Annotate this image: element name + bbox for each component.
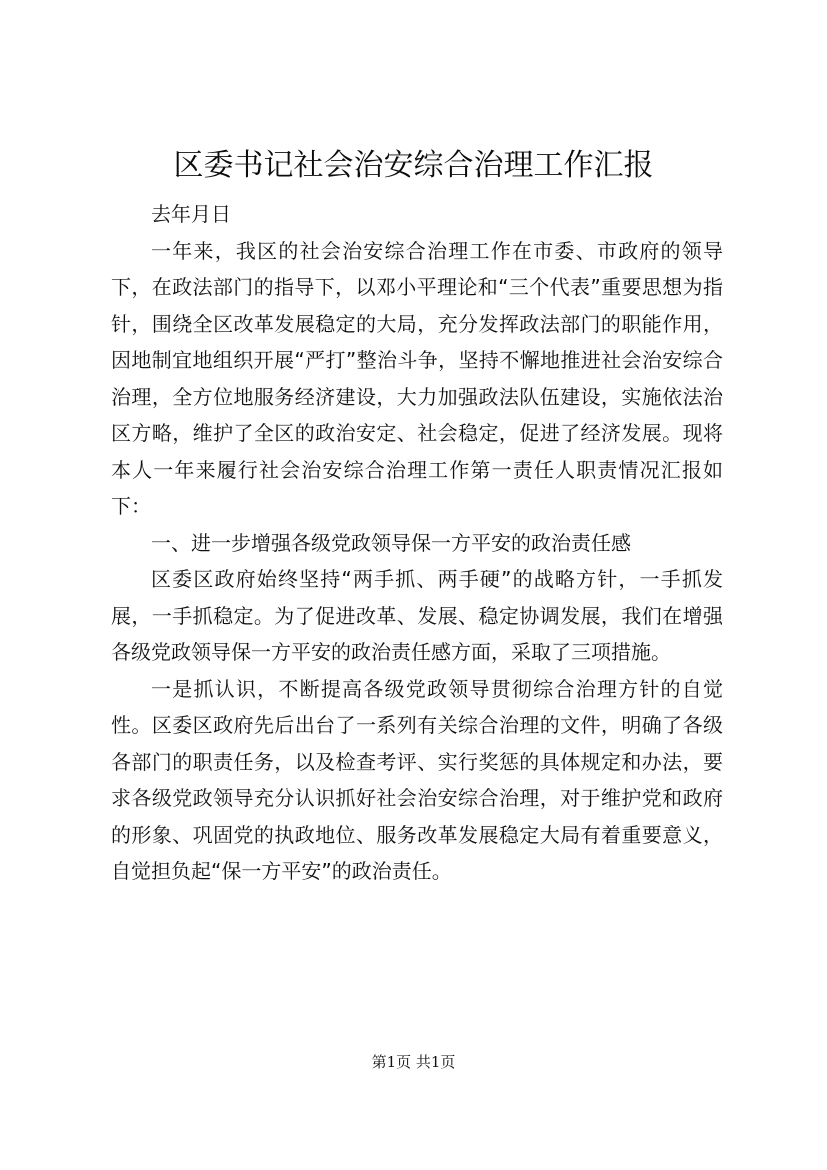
paragraph-measure-1: 一是抓认识，不断提高各级党政领导贯彻综合治理方针的自觉性。区委区政府先后出台了一系列有关综合治理的文件，明确了各级各部门的职责任务，以及检查考评、实行奖惩的具体规定和办法，要求各级党政领导充分认识抓好社会治安综合治理，对于维护党和政府的形象、巩固党的执政地位、服务改革发展稳定大局有着重要意义，自觉担负起“保一方平安”的政治责任。 [111,676,723,883]
document-body [111,196,723,890]
document-title: 区委书记社会治安综合治理工作汇报 [173,148,654,183]
page-footer [0,1052,827,1072]
section-heading-1: 一、进一步增强各级党政领导保一方平安的政治责任感 [151,530,631,555]
paragraph-intro: 一年来，我区的社会治安综合治理工作在市委、市政府的领导下，在政法部门的指导下，以邓小平理论和“三个代表”重要思想为指针，围绕全区改革发展稳定的大局，充分发挥政法部门的职能作用，因地制宜地组织开展“严打”整治斗争，坚持不懈地推进社会治安综合治理，全方位地服务经济建设，大力加强政法队伍建设，实施依法治区方略，维护了全区的政治安定、社会稳定，促进了经济发展。现将本人一年来履行社会治安综合治理工作第一责任人职责情况汇报如下： [111,238,723,518]
page-number-label: 第1页 共1页 [371,1053,456,1071]
paragraph-strategy: 区委区政府始终坚持“两手抓、两手硬”的战略方针，一手抓发展，一手抓稳定。为了促进改革、发展、稳定协调发展，我们在增强各级党政领导保一方平安的政治责任感方面，采取了三项措施。 [111,567,723,664]
date-line: 去年月日 [151,202,231,226]
